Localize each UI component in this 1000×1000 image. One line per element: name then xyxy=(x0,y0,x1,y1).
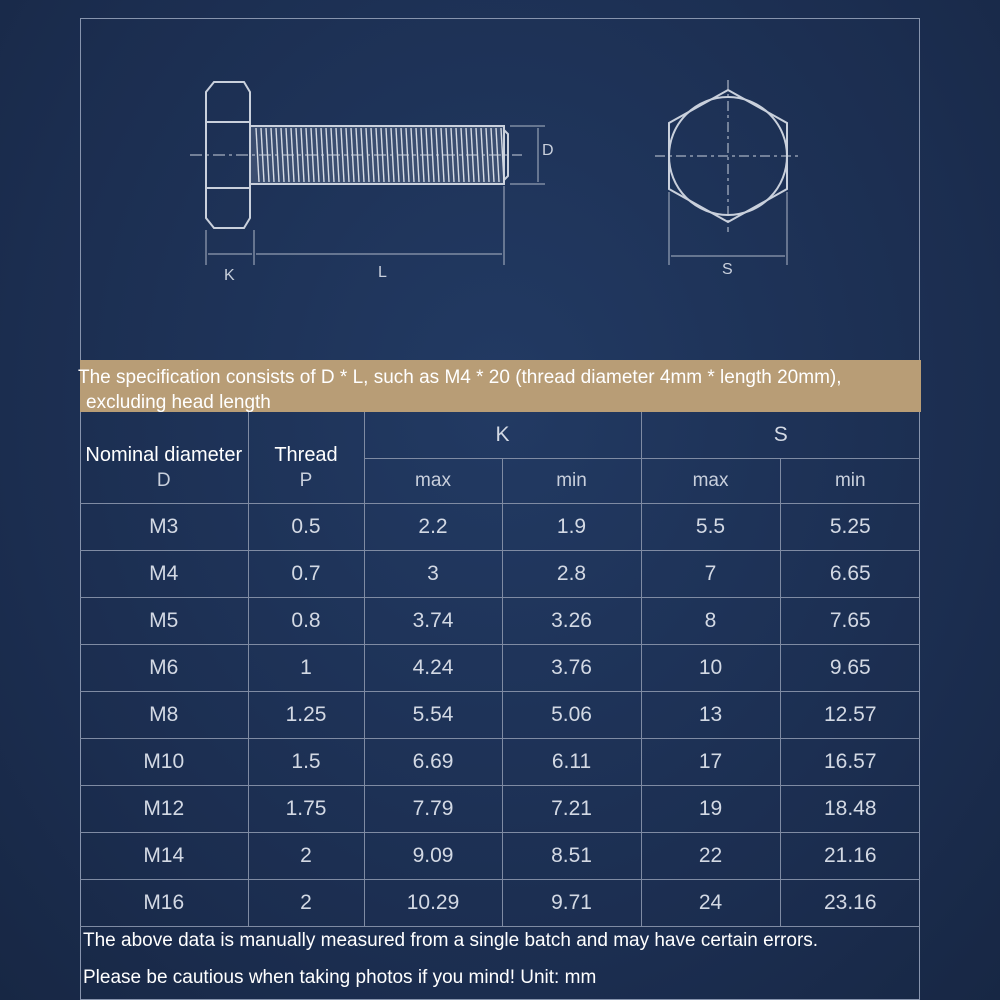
cell-s-max: 22 xyxy=(641,833,780,880)
cell-s-min: 18.48 xyxy=(780,786,920,833)
cell-p: 1 xyxy=(248,645,364,692)
table-row xyxy=(80,645,920,692)
cell-k-min: 9.71 xyxy=(502,880,641,927)
cell-p: 0.8 xyxy=(248,598,364,645)
s-min-header: min xyxy=(780,459,920,504)
table-row xyxy=(80,880,920,927)
label-l: L xyxy=(378,264,387,281)
cell-s-min: 21.16 xyxy=(780,833,920,880)
cell-k-max: 4.24 xyxy=(364,645,502,692)
group-header-s: S xyxy=(641,412,920,459)
col-header-d-sub: D xyxy=(156,470,171,491)
cell-k-min: 3.26 xyxy=(502,598,641,645)
col-header-p-sub: P xyxy=(299,470,313,491)
cell-p: 1.75 xyxy=(248,786,364,833)
label-d: D xyxy=(542,142,554,159)
cell-s-max: 17 xyxy=(641,739,780,786)
cell-s-max: 10 xyxy=(641,645,780,692)
note-line-1: The above data is manually measured from a single batch and may have certain errors. xyxy=(83,930,819,951)
cell-k-max: 9.09 xyxy=(364,833,502,880)
table-row xyxy=(80,551,920,598)
cell-p: 0.5 xyxy=(248,504,364,551)
label-k: K xyxy=(224,267,235,284)
cell-s-max: 7 xyxy=(641,551,780,598)
cell-k-min: 7.21 xyxy=(502,786,641,833)
bolt-drawing xyxy=(0,0,1000,360)
cell-k-max: 5.54 xyxy=(364,692,502,739)
s-max-header: max xyxy=(641,459,780,504)
cell-p: 2 xyxy=(248,880,364,927)
cell-d: M8 xyxy=(80,692,248,739)
banner-line-2: excluding head length xyxy=(86,392,271,413)
banner-line-1: The specification consists of D * L, such as M4 * 20 (thread diameter 4mm * length 20mm), xyxy=(78,367,842,388)
col-header-d xyxy=(80,412,248,504)
table-row xyxy=(80,786,920,833)
col-header-p-title: Thread xyxy=(274,444,338,466)
cell-s-max: 19 xyxy=(641,786,780,833)
cell-k-max: 2.2 xyxy=(364,504,502,551)
cell-k-max: 6.69 xyxy=(364,739,502,786)
cell-s-min: 9.65 xyxy=(780,645,920,692)
cell-d: M10 xyxy=(80,739,248,786)
cell-k-min: 6.11 xyxy=(502,739,641,786)
col-header-p xyxy=(248,412,364,504)
cell-k-min: 3.76 xyxy=(502,645,641,692)
cell-d: M6 xyxy=(80,645,248,692)
cell-d: M14 xyxy=(80,833,248,880)
cell-d: M4 xyxy=(80,551,248,598)
cell-k-min: 1.9 xyxy=(502,504,641,551)
cell-s-max: 5.5 xyxy=(641,504,780,551)
label-s: S xyxy=(722,261,733,278)
table-row xyxy=(80,598,920,645)
k-max-header: max xyxy=(364,459,502,504)
cell-s-min: 6.65 xyxy=(780,551,920,598)
spec-banner xyxy=(80,360,921,412)
cell-s-min: 7.65 xyxy=(780,598,920,645)
table-row xyxy=(80,504,920,551)
table-row xyxy=(80,833,920,880)
table-row xyxy=(80,739,920,786)
cell-k-max: 3.74 xyxy=(364,598,502,645)
cell-k-min: 8.51 xyxy=(502,833,641,880)
cell-d: M5 xyxy=(80,598,248,645)
cell-s-min: 16.57 xyxy=(780,739,920,786)
cell-p: 0.7 xyxy=(248,551,364,598)
col-header-d-title: Nominal diameter xyxy=(85,444,243,466)
cell-k-min: 5.06 xyxy=(502,692,641,739)
k-min-header: min xyxy=(502,459,641,504)
cell-s-min: 23.16 xyxy=(780,880,920,927)
cell-s-max: 24 xyxy=(641,880,780,927)
cell-k-max: 10.29 xyxy=(364,880,502,927)
cell-s-min: 5.25 xyxy=(780,504,920,551)
spec-table xyxy=(80,412,920,927)
cell-s-max: 8 xyxy=(641,598,780,645)
cell-d: M12 xyxy=(80,786,248,833)
cell-p: 1.5 xyxy=(248,739,364,786)
cell-s-min: 12.57 xyxy=(780,692,920,739)
cell-p: 1.25 xyxy=(248,692,364,739)
cell-k-max: 3 xyxy=(364,551,502,598)
group-header-k: K xyxy=(364,412,641,459)
cell-s-max: 13 xyxy=(641,692,780,739)
cell-d: M3 xyxy=(80,504,248,551)
cell-k-max: 7.79 xyxy=(364,786,502,833)
hex-center-lines xyxy=(655,80,800,232)
cell-d: M16 xyxy=(80,880,248,927)
note-line-2: Please be cautious when taking photos if you mind! Unit: mm xyxy=(83,967,597,988)
cell-p: 2 xyxy=(248,833,364,880)
cell-k-min: 2.8 xyxy=(502,551,641,598)
table-row xyxy=(80,692,920,739)
